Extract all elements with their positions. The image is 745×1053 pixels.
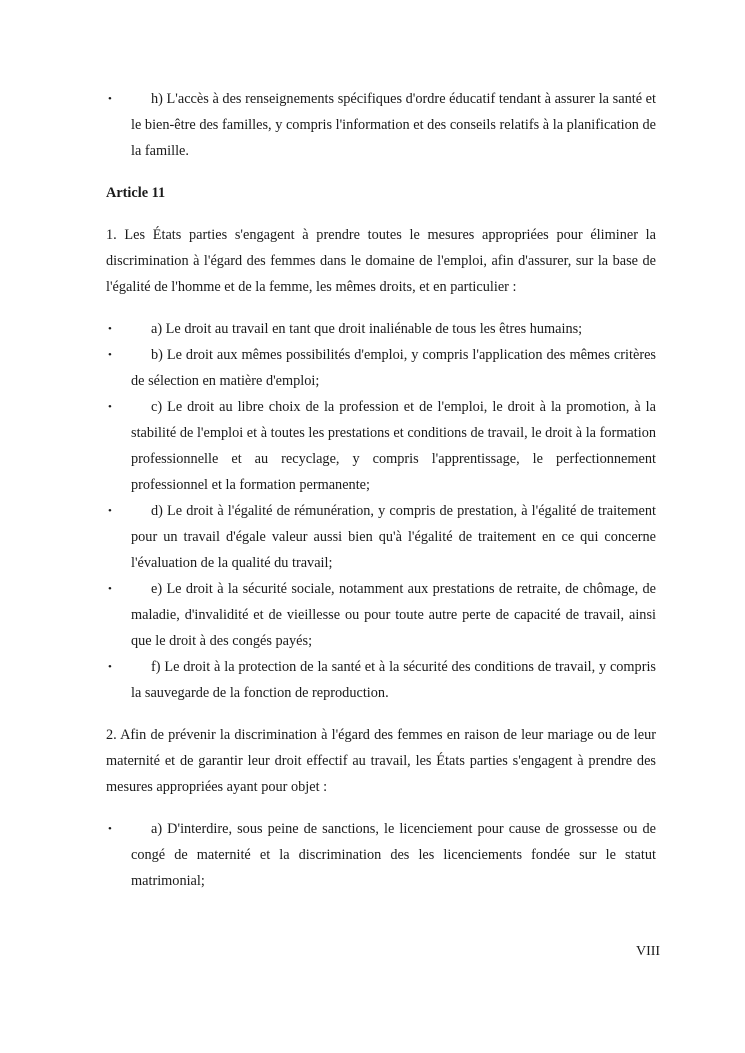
list-item-text: a) D'interdire, sous peine de sanctions, le licenciement pour cause de grossesse ou de congé de maternité et la discrimination des les licenciements fondée sur le statut matrimonial;: [131, 821, 656, 889]
list-item-text: f) Le droit à la protection de la santé et à la sécurité des conditions de travail, y compris la sauvegarde de la fonction de reproduction.: [131, 659, 656, 701]
list-item: [106, 316, 656, 342]
list-rights: [106, 316, 656, 706]
list-item-text: c) Le droit au libre choix de la profession et de l'emploi, le droit à la promotion, à la stabilité de l'emploi et à toutes les prestations et conditions de travail, le droit à la formation professionnelle et au recyclage, y compris l'apprentissage, le perfectionnement professionnel et la formation permanente;: [131, 399, 656, 493]
list-item: [106, 394, 656, 498]
bullet-icon: •: [108, 823, 112, 835]
bullet-icon: •: [108, 583, 112, 595]
list-item-text: a) Le droit au travail en tant que droit inaliénable de tous les êtres humains;: [151, 321, 583, 337]
list-item-h: [106, 86, 656, 164]
page-number: VIII: [636, 944, 661, 959]
paragraph-1: 1. Les États parties s'engagent à prendre toutes le mesures appropriées pour éliminer la discrimination à l'égard des femmes dans le domaine de l'emploi, afin d'assurer, sur la base de l'égalité de l'homme et de la femme, les mêmes droits, et en particulier :: [106, 227, 656, 295]
document-body: [106, 86, 656, 894]
bullet-icon: •: [108, 661, 112, 673]
bullet-icon: •: [108, 401, 112, 413]
list-item-text: h) L'accès à des renseignements spécifiques d'ordre éducatif tendant à assurer la santé et le bien-être des familles, y compris l'information et des conseils relatifs à la planification de la famille.: [131, 91, 656, 159]
list-item-text: b) Le droit aux mêmes possibilités d'emploi, y compris l'application des mêmes critères de sélection en matière d'emploi;: [131, 347, 656, 389]
bullet-icon: •: [108, 505, 112, 517]
list-item-text: d) Le droit à l'égalité de rémunération, y compris de prestation, à l'égalité de traitement pour un travail d'égale valeur aussi bien qu'à l'égalité de traitement en ce qui concerne l'évaluation de la qualité du travail;: [131, 503, 656, 571]
list-item-text: e) Le droit à la sécurité sociale, notamment aux prestations de retraite, de chômage, de maladie, d'invalidité et de vieillesse ou pour toute autre perte de capacité de travail, ainsi que le droit à des congés payés;: [131, 581, 656, 649]
list-item: [106, 342, 656, 394]
list-item: [106, 654, 656, 706]
bullet-icon: •: [108, 323, 112, 335]
list-item: [106, 498, 656, 576]
list-item: [106, 576, 656, 654]
bullet-icon: •: [108, 349, 112, 361]
paragraph-2: 2. Afin de prévenir la discrimination à l'égard des femmes en raison de leur mariage ou de leur maternité et de garantir leur droit effectif au travail, les États parties s'engagent à prendre des mesures appropriées ayant pour objet :: [106, 727, 656, 795]
bullet-icon: •: [108, 93, 112, 105]
list-measures: [106, 816, 656, 894]
article-heading: Article 11: [106, 185, 166, 201]
list-item: [106, 816, 656, 894]
